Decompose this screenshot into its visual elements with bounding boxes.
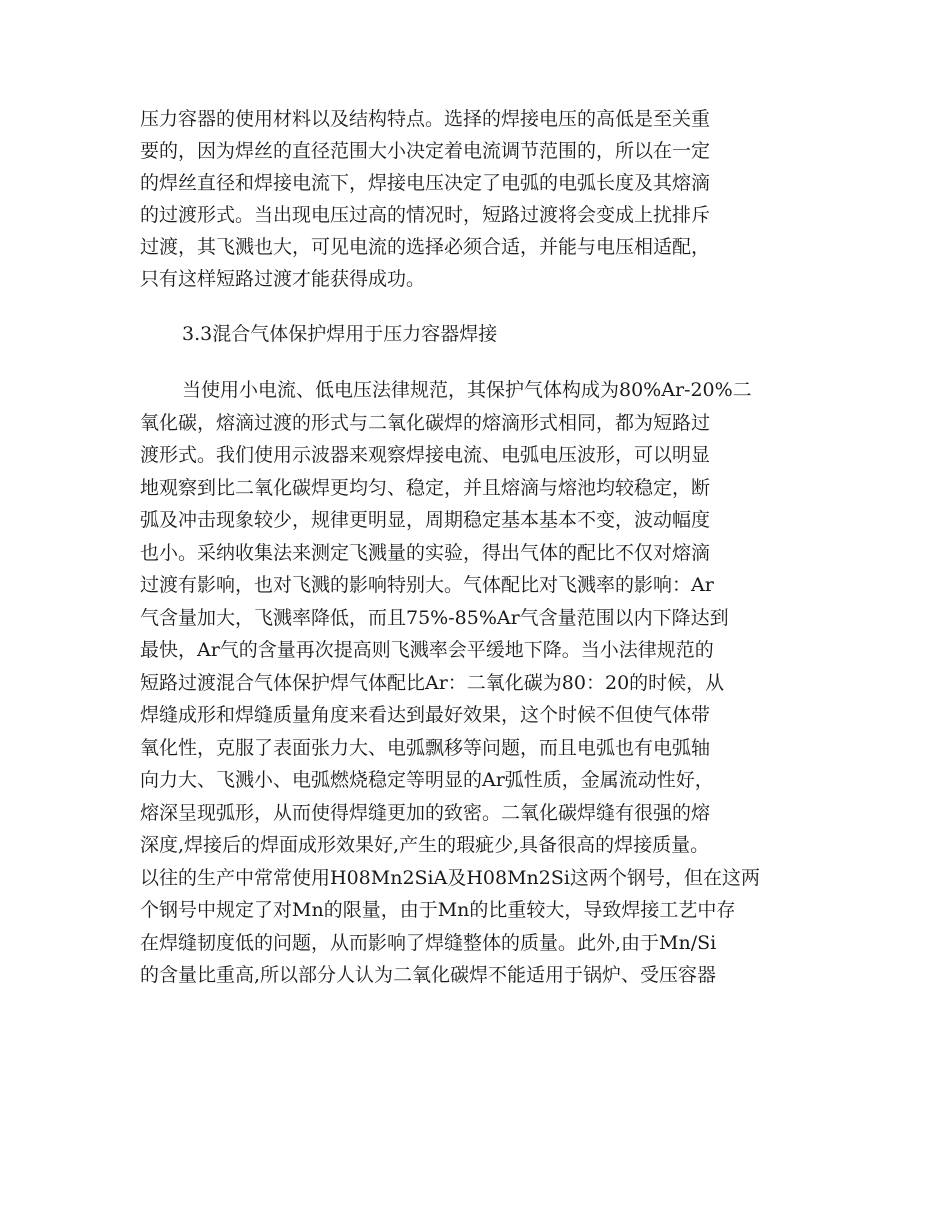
text-line: 气含量加大，飞溅率降低，而且75%-85%Ar气含量范围以内下降达到 (140, 606, 729, 629)
text-line: 以往的生产中常常使用H08Mn2SiA及H08Mn2Si这两个钢号，但在这两 (140, 866, 760, 889)
text-line: 也小。采纳收集法来测定飞溅量的实验，得出气体的配比不仅对熔滴 (140, 541, 711, 564)
text-line: 的焊丝直径和焊接电流下，焊接电压决定了电弧的电弧长度及其熔滴 (140, 172, 711, 194)
text-line: 短路过渡混合气体保护焊气体配比Ar：二氧化碳为80：20的时候，从 (140, 671, 725, 694)
text-line: 深度,焊接后的焊面成形效果好,产生的瑕疵少,具备很高的焊接质量。 (140, 834, 710, 856)
text-line: 熔深呈现弧形，从而使得焊缝更加的致密。二氧化碳焊缝有很强的熔 (140, 801, 711, 824)
text-line: 地观察到比二氧化碳焊更均匀、稳定，并且熔滴与熔池均较稳定，断 (140, 476, 711, 499)
text-line: 的过渡形式。当出现电压过高的情况时，短路过渡将会变成上扰排斥 (140, 204, 711, 226)
text-line: 氧化性，克服了表面张力大、电弧飘移等问题，而且电弧也有电弧轴 (140, 736, 711, 759)
text-line: 向力大、飞溅小、电弧燃烧稳定等明显的Ar弧性质，金属流动性好， (140, 769, 714, 791)
text-line: 氧化碳，熔滴过渡的形式与二氧化碳焊的熔滴形式相同，都为短路过 (140, 411, 711, 434)
text-line: 过渡有影响，也对飞溅的影响特别大。气体配比对飞溅率的影响：Ar (140, 574, 714, 596)
text-line: 渡形式。我们使用示波器来观察焊接电流、电弧电压波形，可以明显 (140, 444, 711, 466)
text-line: 的含量比重高,所以部分人认为二氧化碳焊不能适用于锅炉、受压容器 (140, 964, 717, 986)
text-line: 在焊缝韧度低的问题，从而影响了焊缝整体的质量。此外,由于Mn/Si (140, 931, 717, 954)
paragraph-1 (140, 103, 812, 295)
section-heading: 3.3混合气体保护焊用于压力容器焊接 (182, 323, 498, 345)
text-line: 个钢号中规定了对Mn的限量，由于Mn的比重较大，导致焊接工艺中存 (140, 899, 736, 921)
text-line: 过渡，其飞溅也大，可见电流的选择必须合适，并能与电压相适配， (140, 236, 711, 258)
text-line: 只有这样短路过渡才能获得成功。 (140, 268, 426, 290)
document-page (140, 103, 812, 992)
text-line: 要的，因为焊丝的直径范围大小决定着电流调节范围的，所以在一定 (140, 140, 711, 162)
text-line: 压力容器的使用材料以及结构特点。选择的焊接电压的高低是至关重 (140, 108, 711, 130)
text-line: 焊缝成形和焊缝质量角度来看达到最好效果，这个时候不但使气体带 (140, 704, 711, 726)
paragraph-2 (140, 374, 812, 992)
text-line: 当使用小电流、低电压法律规范，其保护气体构成为80%Ar-20%二 (182, 379, 752, 401)
text-line: 最快，Ar气的含量再次提高则飞溅率会平缓地下降。当小法律规范的 (140, 639, 714, 661)
text-line: 弧及冲击现象较少，规律更明显，周期稳定基本基本不变，波动幅度 (140, 509, 711, 531)
